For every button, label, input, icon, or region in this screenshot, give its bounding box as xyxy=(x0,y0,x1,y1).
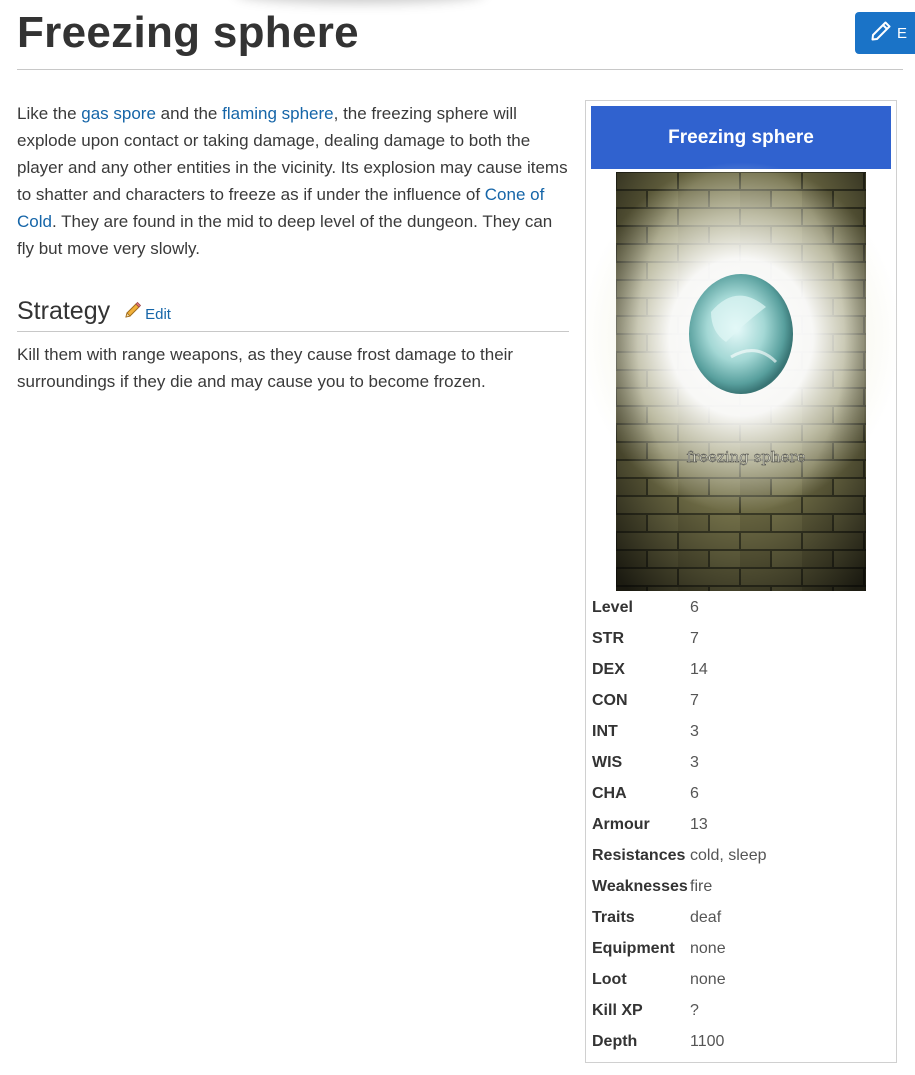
stat-label: Weaknesses xyxy=(592,877,688,895)
stat-value: fire xyxy=(690,877,713,895)
stat-label: Equipment xyxy=(592,939,675,957)
image-caption: freezing sphere xyxy=(686,448,806,466)
stat-row xyxy=(592,902,892,933)
stat-label: DEX xyxy=(592,660,625,678)
strategy-heading-text: Strategy xyxy=(17,297,111,325)
link-flaming-sphere[interactable]: flaming sphere xyxy=(222,104,334,123)
stat-row xyxy=(592,778,892,809)
stat-row xyxy=(592,592,892,623)
pencil-icon xyxy=(869,19,893,48)
stat-value: 6 xyxy=(690,598,699,616)
stat-row xyxy=(592,747,892,778)
stat-row xyxy=(592,809,892,840)
stat-row xyxy=(592,964,892,995)
infobox xyxy=(585,100,897,1063)
stat-row xyxy=(592,685,892,716)
stat-row xyxy=(592,1026,892,1057)
stat-value: none xyxy=(690,939,726,957)
stat-label: Level xyxy=(592,598,633,616)
stat-label: Resistances xyxy=(592,846,686,864)
stat-value: 14 xyxy=(690,660,708,678)
stat-label: Loot xyxy=(592,970,627,988)
edit-page-button[interactable] xyxy=(855,12,915,54)
stat-value: 3 xyxy=(690,753,699,771)
stat-value: deaf xyxy=(690,908,722,926)
link-gas-spore[interactable]: gas spore xyxy=(81,104,156,123)
stat-value: 13 xyxy=(690,815,708,833)
stat-row xyxy=(592,995,892,1026)
stat-value: none xyxy=(690,970,726,988)
intro-text: , the freezing sphere will explode upon contact or taking damage, dealing damage to both the player and any other entities in the vicinity. Its explosion may cause items to shatter and characters to freeze as if under the influence of xyxy=(17,104,568,204)
page-title: Freezing sphere xyxy=(17,8,359,57)
infobox-title: Freezing sphere xyxy=(591,106,891,169)
strategy-edit-label: Edit xyxy=(145,306,171,323)
stat-label: CHA xyxy=(592,784,627,802)
stat-row xyxy=(592,840,892,871)
stat-label: WIS xyxy=(592,753,623,771)
stat-label: Armour xyxy=(592,815,650,833)
intro-text: . They are found in the mid to deep level of the dungeon. They can fly but move very slowly. xyxy=(17,212,553,258)
stat-value: 7 xyxy=(690,629,699,647)
edit-page-label: E xyxy=(897,24,908,42)
article-content xyxy=(17,100,572,395)
stats-table xyxy=(592,592,892,1057)
stat-value: 3 xyxy=(690,722,699,740)
stat-row xyxy=(592,933,892,964)
stat-row xyxy=(592,716,892,747)
strategy-edit-link[interactable] xyxy=(123,301,171,328)
stat-value: 6 xyxy=(690,784,699,802)
intro-paragraph xyxy=(17,100,572,262)
stat-value: 7 xyxy=(690,691,699,709)
stat-label: STR xyxy=(592,629,624,647)
strategy-paragraph: Kill them with range weapons, as they cause frost damage to their surroundings if they die and may cause you to become frozen. xyxy=(17,345,514,391)
stat-row xyxy=(592,654,892,685)
intro-text: and the xyxy=(155,104,223,123)
stat-label: Kill XP xyxy=(592,1001,643,1019)
stat-row xyxy=(592,871,892,902)
stat-row xyxy=(592,623,892,654)
stat-label: Traits xyxy=(592,908,635,926)
link-cone-of-cold[interactable]: Cone of Cold xyxy=(17,185,545,231)
stat-label: CON xyxy=(592,691,628,709)
stat-value: cold, sleep xyxy=(690,846,767,864)
strategy-heading xyxy=(17,298,569,332)
freezing-sphere-image[interactable] xyxy=(616,172,866,591)
stat-value: 1100 xyxy=(690,1032,725,1050)
stat-value: ? xyxy=(690,1001,699,1019)
stat-label: Depth xyxy=(592,1032,638,1050)
pencil-icon xyxy=(123,301,145,328)
intro-text: Like the xyxy=(17,104,82,123)
title-divider xyxy=(17,69,903,70)
stat-label: INT xyxy=(592,722,618,740)
